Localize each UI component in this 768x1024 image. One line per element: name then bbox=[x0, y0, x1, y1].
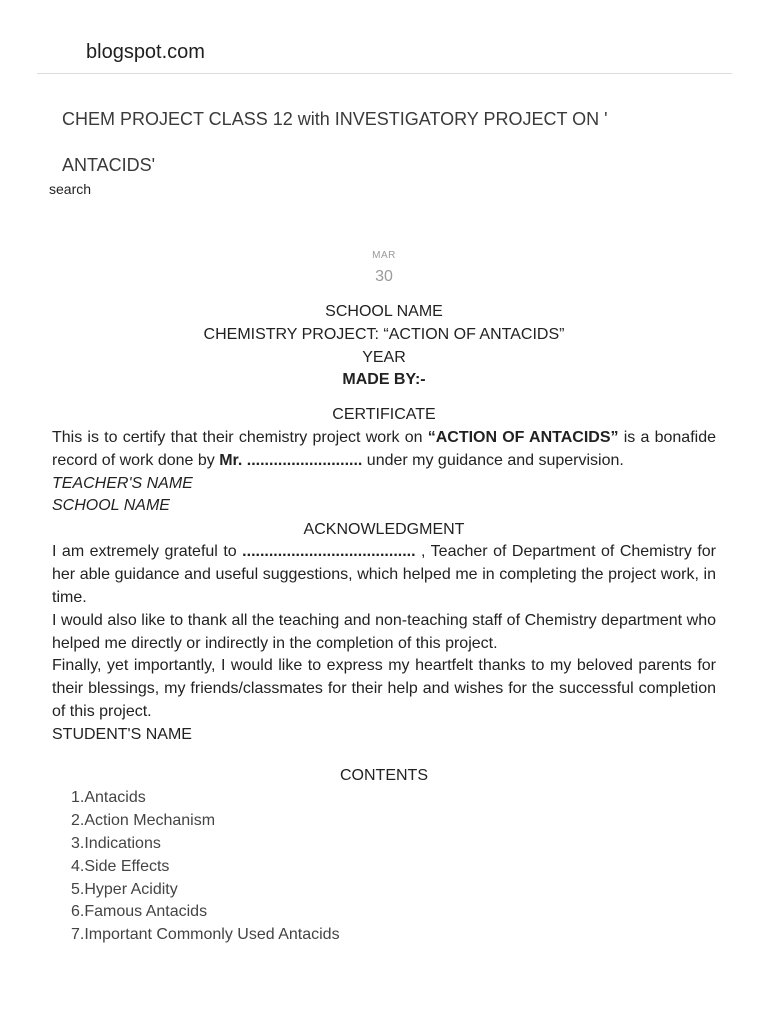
certificate-project-name: “ACTION OF ANTACIDS” bbox=[427, 428, 619, 446]
acknowledgment-heading: ACKNOWLEDGMENT bbox=[303, 520, 465, 538]
post-body bbox=[52, 301, 716, 947]
ack-teacher-blank: ....................................... bbox=[242, 543, 416, 561]
contents-item: 4.Side Effects bbox=[71, 857, 170, 875]
contents-item: 5.Hyper Acidity bbox=[71, 880, 178, 898]
year-heading: YEAR bbox=[362, 348, 406, 366]
post-title: CHEM PROJECT CLASS 12 with INVESTIGATORY PROJECT ON ' ANTACIDS' bbox=[62, 109, 608, 175]
certificate-school-name: SCHOOL NAME bbox=[52, 497, 170, 515]
contents-heading: CONTENTS bbox=[340, 766, 428, 784]
post-date-day: 30 bbox=[375, 268, 393, 285]
site-name-link[interactable]: blogspot.com bbox=[86, 41, 205, 63]
certificate-student-blank: Mr. .......................... bbox=[219, 451, 363, 469]
project-title-heading: CHEMISTRY PROJECT: “ACTION OF ANTACIDS” bbox=[203, 325, 565, 343]
post-date-month: MAR bbox=[372, 250, 396, 261]
contents-item: 3.Indications bbox=[71, 835, 161, 853]
certificate-text-part: under my guidance and supervision. bbox=[362, 451, 624, 469]
student-name: STUDENT'S NAME bbox=[52, 725, 192, 743]
ack-text-part: I am extremely grateful to bbox=[52, 543, 243, 561]
acknowledgment-paragraph-1 bbox=[52, 541, 716, 609]
made-by-heading: MADE BY:- bbox=[342, 371, 426, 389]
school-name-heading: SCHOOL NAME bbox=[325, 303, 443, 320]
contents-item: 7.Important Commonly Used Antacids bbox=[71, 926, 340, 944]
certificate-text-part: This is to certify that their chemistry project work on bbox=[52, 428, 428, 446]
contents-item: 6.Famous Antacids bbox=[71, 903, 208, 921]
header-divider bbox=[37, 73, 732, 74]
search-link[interactable]: search bbox=[49, 181, 92, 197]
acknowledgment-paragraph-3: Finally, yet importantly, I would like to express my heartfelt thanks to my beloved parents for their blessings, my friends/classmates for their help and wishes for the successful completion of this project. bbox=[52, 657, 716, 721]
contents-item: 1.Antacids bbox=[71, 789, 146, 807]
teacher-name: TEACHER'S NAME bbox=[52, 474, 193, 492]
certificate-text bbox=[52, 427, 716, 473]
contents-item: 2.Action Mechanism bbox=[71, 812, 216, 830]
certificate-heading: CERTIFICATE bbox=[332, 406, 436, 424]
certificate-text-part: is a bonafide record of work done by bbox=[52, 428, 716, 469]
contents-list bbox=[52, 787, 716, 947]
acknowledgment-paragraph-2: I would also like to thank all the teaching and non-teaching staff of Chemistry department who helped me directly or indirectly in the completion of this project. bbox=[52, 611, 716, 652]
ack-text-part: , Teacher of Department of Chemistry for her able guidance and useful suggestions, which helped me in completing the project work, in time. bbox=[52, 543, 716, 607]
